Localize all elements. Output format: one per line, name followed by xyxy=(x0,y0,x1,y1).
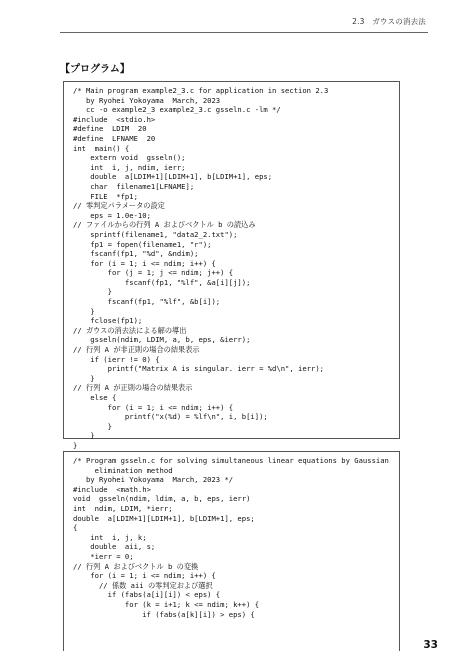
code-line: double aii, s; xyxy=(73,542,156,552)
code-line: } xyxy=(73,440,78,450)
code-line: for (i = 1; i <= ndim; i++) { xyxy=(73,258,216,268)
code-line: fscanf(fp1, "%lf", &b[i]); xyxy=(73,297,221,307)
code-line: // 係数 aii の零判定および選択 xyxy=(73,580,213,590)
code-line: if (fabs(a[i][i]) < eps) { xyxy=(73,590,221,600)
code-box-gsseln xyxy=(63,451,400,651)
code-line: printf("Matrix A is singular. ierr = %d\n", ierr); xyxy=(73,364,324,374)
code-line: fp1 = fopen(filename1, "r"); xyxy=(73,239,212,249)
code-line: by Ryohei Yokoyama March, 2023 xyxy=(73,95,221,105)
code-line: fscanf(fp1, "%d", &ndim); xyxy=(73,249,199,259)
code-line: FILE *fp1; xyxy=(73,191,138,201)
code-line: elimination method xyxy=(73,465,173,475)
code-line: int i, j, k; xyxy=(73,532,147,542)
code-line: if (ierr != 0) { xyxy=(73,354,160,364)
page-number: 33 xyxy=(423,639,438,651)
code-line: for (j = 1; j <= ndim; j++) { xyxy=(73,268,234,278)
code-line: for (i = 1; i <= ndim; i++) { xyxy=(73,402,234,412)
code-line: // 行列 A が非正則の場合の結果表示 xyxy=(73,345,200,355)
code-line: // 行列 A およびベクトル b の変換 xyxy=(73,561,199,571)
code-line: int ndim, LDIM, *ierr; xyxy=(73,503,173,513)
code-line: #include <math.h> xyxy=(73,484,151,494)
code-line: int i, j, ndim, ierr; xyxy=(73,162,186,172)
code-line: for (k = i+1; k <= ndim; k++) { xyxy=(73,599,260,609)
code-line: char filename1[LFNAME]; xyxy=(73,181,195,191)
code-line: // 零判定パラメータの設定 xyxy=(73,201,165,211)
code-line: { xyxy=(73,523,78,533)
code-line: if (fabs(a[k][i]) > eps) { xyxy=(73,609,255,619)
code-line: #define LDIM 20 xyxy=(73,124,147,134)
code-line: // ファイルからの行列 A およびベクトル b の読込み xyxy=(73,220,256,230)
code-line: } xyxy=(73,431,95,441)
code-line: // ガウスの消去法による解の導出 xyxy=(73,325,187,335)
code-line: *ierr = 0; xyxy=(73,551,134,561)
code-line: // 行列 A が正則の場合の結果表示 xyxy=(73,383,193,393)
code-line: sprintf(filename1, "data2_2.txt"); xyxy=(73,229,238,239)
code-line: } xyxy=(73,421,112,431)
running-head-title: 2.3 ガウスの消去法 xyxy=(352,17,426,26)
code-box-main-program xyxy=(63,81,400,450)
code-line: double a[LDIM+1][LDIM+1], b[LDIM+1], eps; xyxy=(73,172,273,182)
code-line: /* Program gsseln.c for solving simultaneous linear equations by Gaussian xyxy=(73,456,389,465)
code-line: } xyxy=(73,287,112,297)
code-line: fscanf(fp1, "%lf", &a[i][j]); xyxy=(73,277,251,287)
code-line: } xyxy=(73,373,95,383)
code-line: #define LFNAME 20 xyxy=(73,133,156,143)
code-line: } xyxy=(73,306,95,316)
code-listing-gsseln xyxy=(73,456,389,619)
code-line: gsseln(ndim, LDIM, a, b, eps, &ierr); xyxy=(73,335,251,345)
running-head xyxy=(60,12,428,33)
code-line: by Ryohei Yokoyama March, 2023 */ xyxy=(73,475,234,485)
code-line: fclose(fp1); xyxy=(73,316,143,326)
code-line: cc -o example2_3 example2_3.c gsseln.c -lm */ xyxy=(73,105,281,115)
code-listing-main xyxy=(73,86,328,451)
section-heading: 【プログラム】 xyxy=(60,64,130,75)
code-line: printf("x(%d) = %lf\n", i, b[i]); xyxy=(73,412,268,422)
code-line: extern void gsseln(); xyxy=(73,153,186,163)
code-line: int main() { xyxy=(73,143,130,153)
code-line: void gsseln(ndim, ldim, a, b, eps, ierr) xyxy=(73,494,251,504)
code-line: for (i = 1; i <= ndim; i++) { xyxy=(73,571,216,581)
code-line: /* Main program example2_3.c for application in section 2.3 xyxy=(73,86,329,95)
code-line: #include <stdio.h> xyxy=(73,114,156,124)
code-line: else { xyxy=(73,393,117,402)
code-line: double a[LDIM+1][LDIM+1], b[LDIM+1], eps; xyxy=(73,513,255,523)
code-line: eps = 1.0e-10; xyxy=(73,210,151,220)
